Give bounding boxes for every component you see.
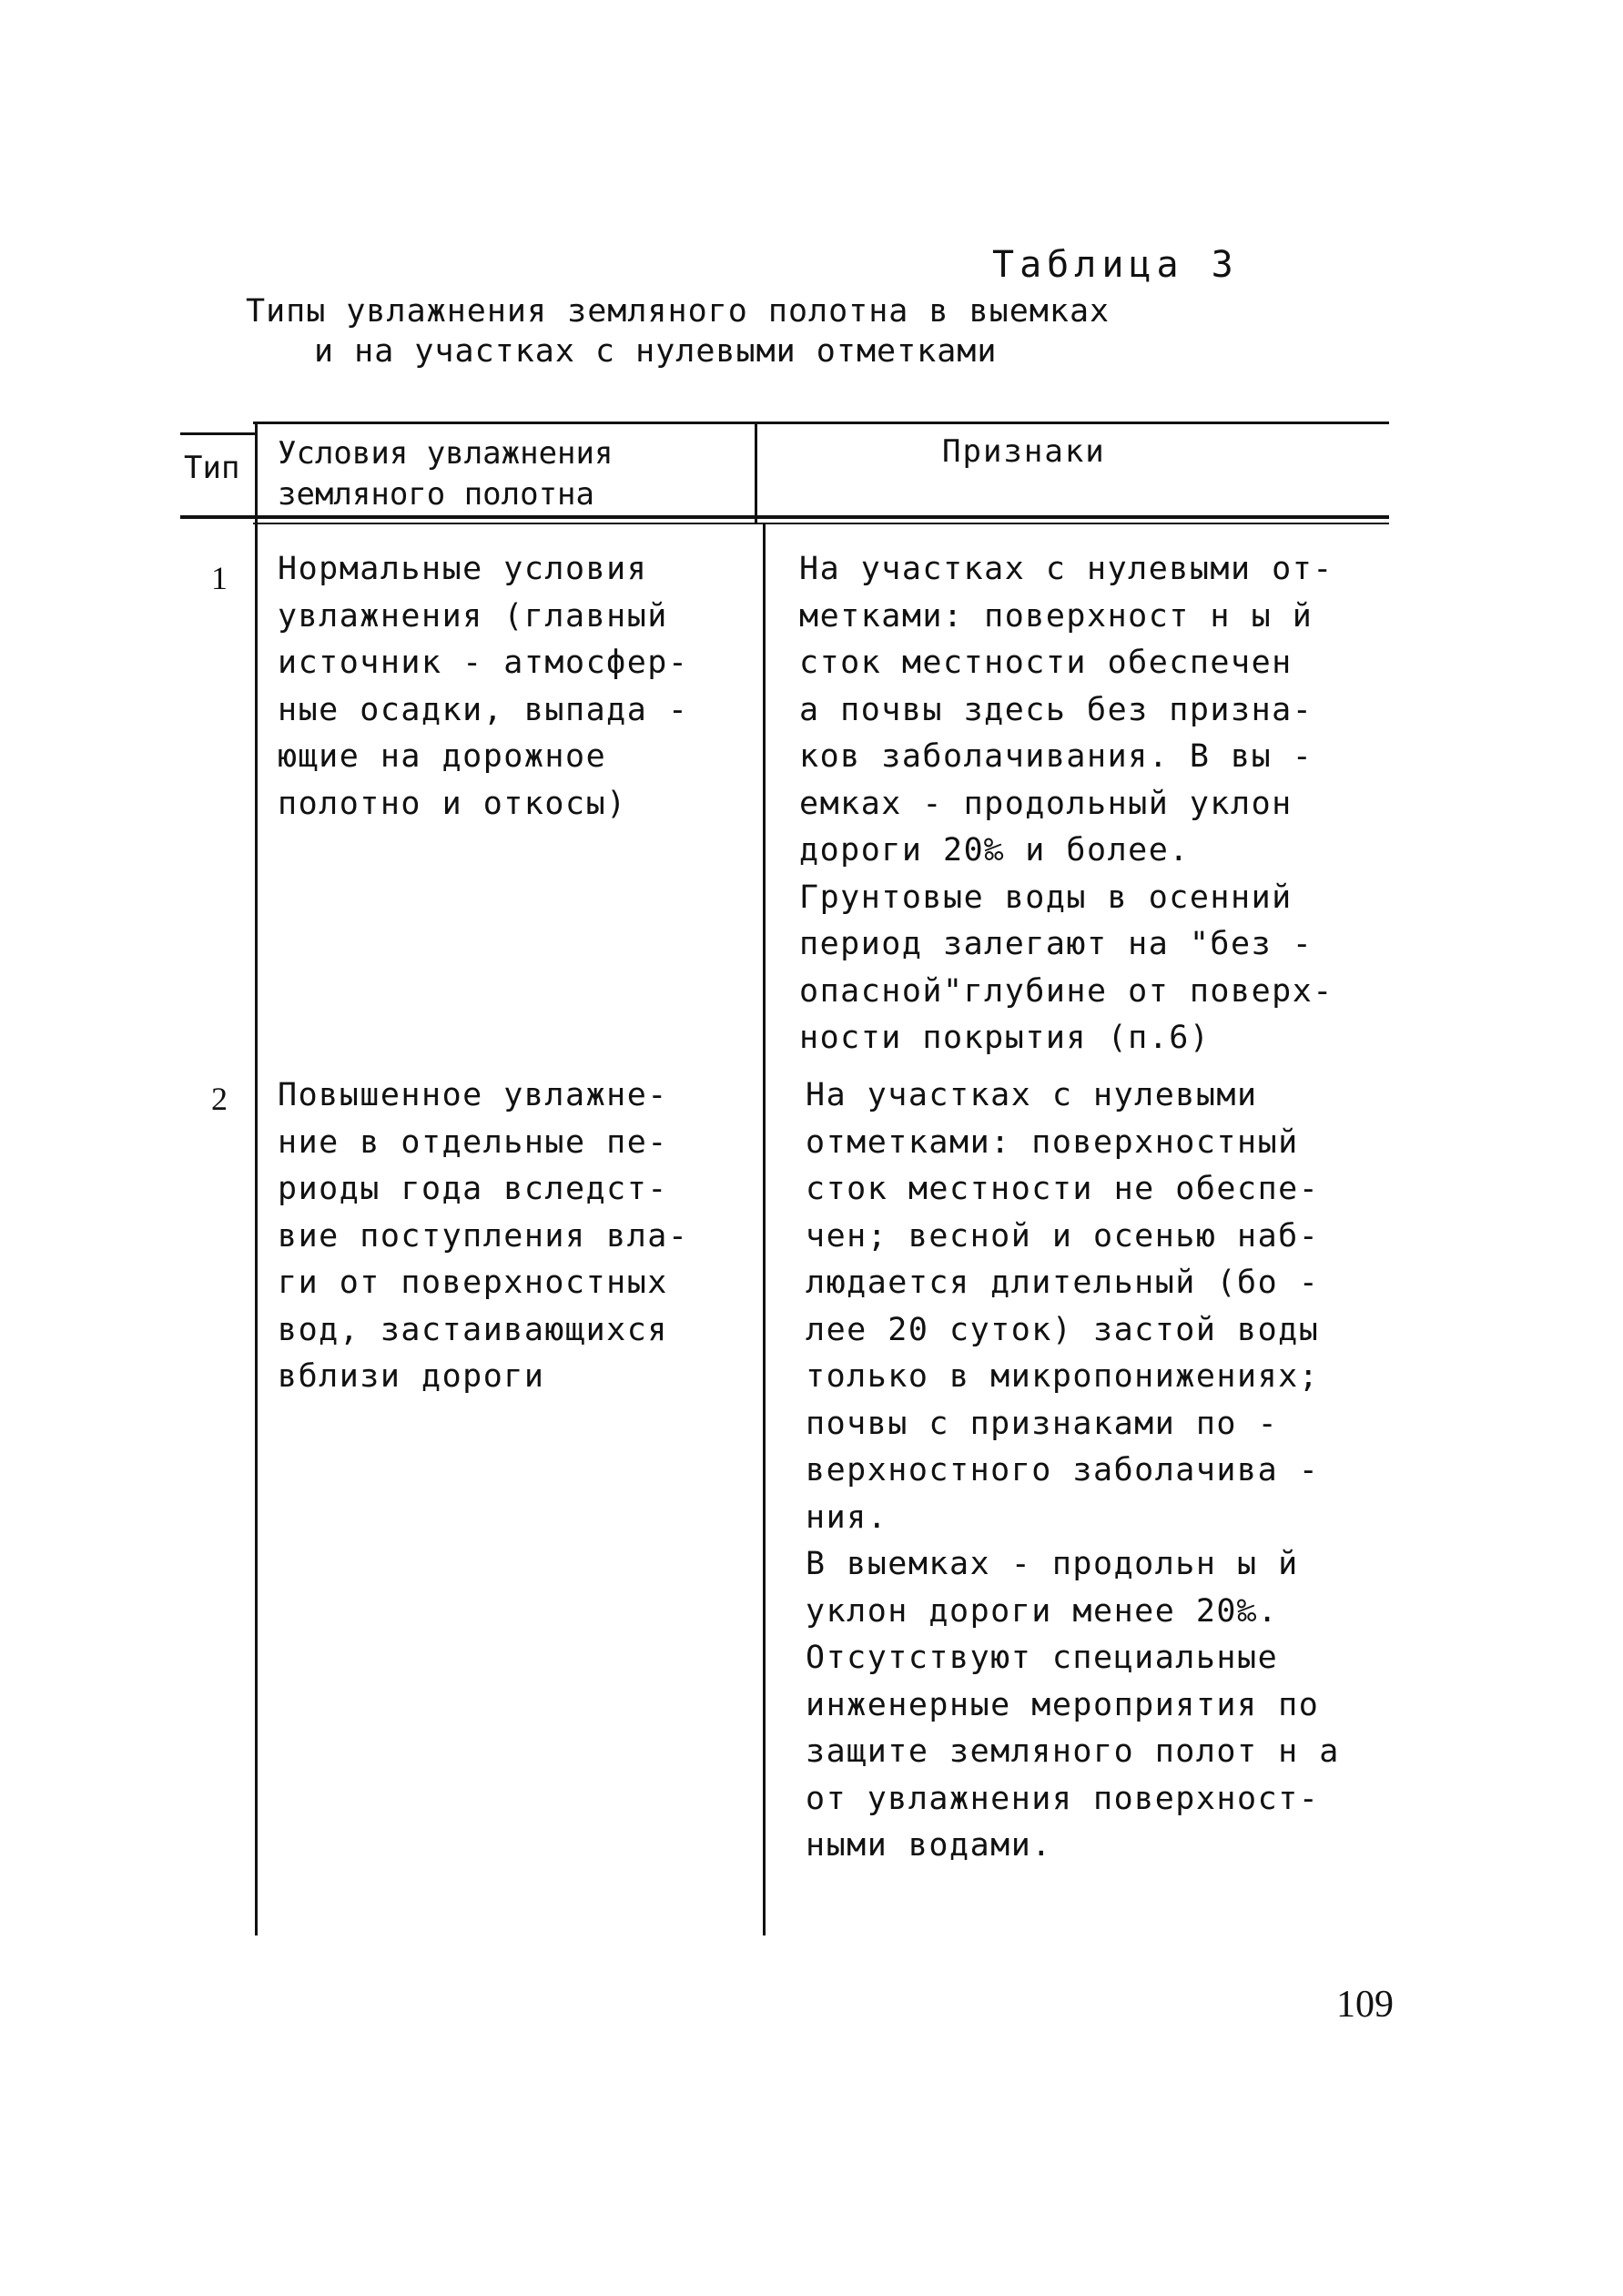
cell-line: Грунтовые воды в осенний <box>799 879 1293 916</box>
column-rule-1 <box>255 424 258 1935</box>
cell-line: чен; весной и осенью наб- <box>806 1217 1320 1255</box>
cell-line: от увлажнения поверхност- <box>806 1780 1320 1817</box>
cell-line: ности покрытия (п.6) <box>799 1020 1211 1056</box>
header-bottom-rule <box>180 515 1389 519</box>
header-conditions: Условия увлажнения земляного полотна <box>278 435 614 513</box>
cell-line: ги от поверхностных <box>278 1265 668 1301</box>
table-title-line-1: Типы увлажнения земляного полотна в выемках <box>246 293 1111 330</box>
cell-line: инженерные мероприятия по <box>806 1686 1320 1723</box>
cell-line: На участках с нулевыми от- <box>799 551 1334 587</box>
cell-line: вие поступления вла- <box>278 1217 689 1255</box>
cell-line: ния. <box>806 1498 888 1536</box>
column-rule-2-body <box>763 524 766 1935</box>
cell-line: В выемках - продольн ы й <box>806 1546 1299 1582</box>
cell-line: увлажнения (главный <box>278 597 668 635</box>
cell-line: риоды года вследст- <box>278 1171 668 1207</box>
table-title-line-2: и на участках с нулевыми отметками <box>314 333 998 370</box>
page-number: 109 <box>1336 1984 1394 2026</box>
row-conditions-cell <box>278 1072 688 1401</box>
row-type-number: 1 <box>211 560 228 596</box>
cell-line: вблизи дороги <box>278 1358 545 1395</box>
cell-line: верхностного заболачива - <box>806 1452 1320 1488</box>
cell-line: опасной"глубине от поверх- <box>799 972 1334 1010</box>
cell-line: период залегают на "без - <box>799 926 1314 962</box>
cell-line: сток местности не обеспе- <box>806 1171 1320 1207</box>
cell-line: а почвы здесь без призна- <box>799 691 1314 728</box>
cell-line: Отсутствуют специальные <box>806 1640 1279 1676</box>
table-label: Таблица 3 <box>992 244 1239 286</box>
cell-line: защите земляного полот н а <box>806 1733 1340 1770</box>
cell-line: лее 20 суток) застой воды <box>806 1311 1320 1348</box>
cell-line: метками: поверхност н ы й <box>799 597 1314 635</box>
cell-line: ков заболачивания. В вы - <box>799 738 1314 775</box>
cell-line: вод, застаивающихся <box>278 1311 668 1348</box>
row-signs-cell <box>806 1072 1340 1870</box>
cell-line: ние в отдельные пе- <box>278 1123 668 1161</box>
cell-line: дороги 20‰ и более. <box>799 832 1190 869</box>
row-signs-cell <box>799 546 1334 1062</box>
cell-line: Повышенное увлажне- <box>278 1077 668 1113</box>
cell-line: На участках с нулевыми <box>806 1077 1258 1113</box>
table-top-rule <box>253 422 1389 424</box>
table-top-rule-left <box>180 432 255 435</box>
header-signs: Признаки <box>942 433 1106 470</box>
cell-line: уклон дороги менее 20‰. <box>806 1592 1279 1630</box>
cell-line: Нормальные условия <box>278 551 648 587</box>
cell-line: ные осадки, выпада - <box>278 691 689 728</box>
cell-line: отметками: поверхностный <box>806 1123 1299 1161</box>
header-type: Тип <box>184 450 240 486</box>
cell-line: только в микропонижениях; <box>806 1358 1320 1395</box>
cell-line: почвы с признаками по - <box>806 1405 1279 1442</box>
row-conditions-cell <box>278 546 688 828</box>
row-type-number: 2 <box>211 1081 228 1117</box>
cell-line: полотно и откосы) <box>278 785 627 822</box>
cell-line: сток местности обеспечен <box>799 645 1293 681</box>
cell-line: источник - атмосфер- <box>278 645 689 681</box>
cell-line: ющие на дорожное <box>278 738 607 775</box>
cell-line: емках - продольный уклон <box>799 785 1293 822</box>
cell-line: людается длительный (бо - <box>806 1265 1320 1301</box>
cell-line: ными водами. <box>806 1827 1052 1864</box>
header-bottom-rule-2 <box>253 523 1389 524</box>
